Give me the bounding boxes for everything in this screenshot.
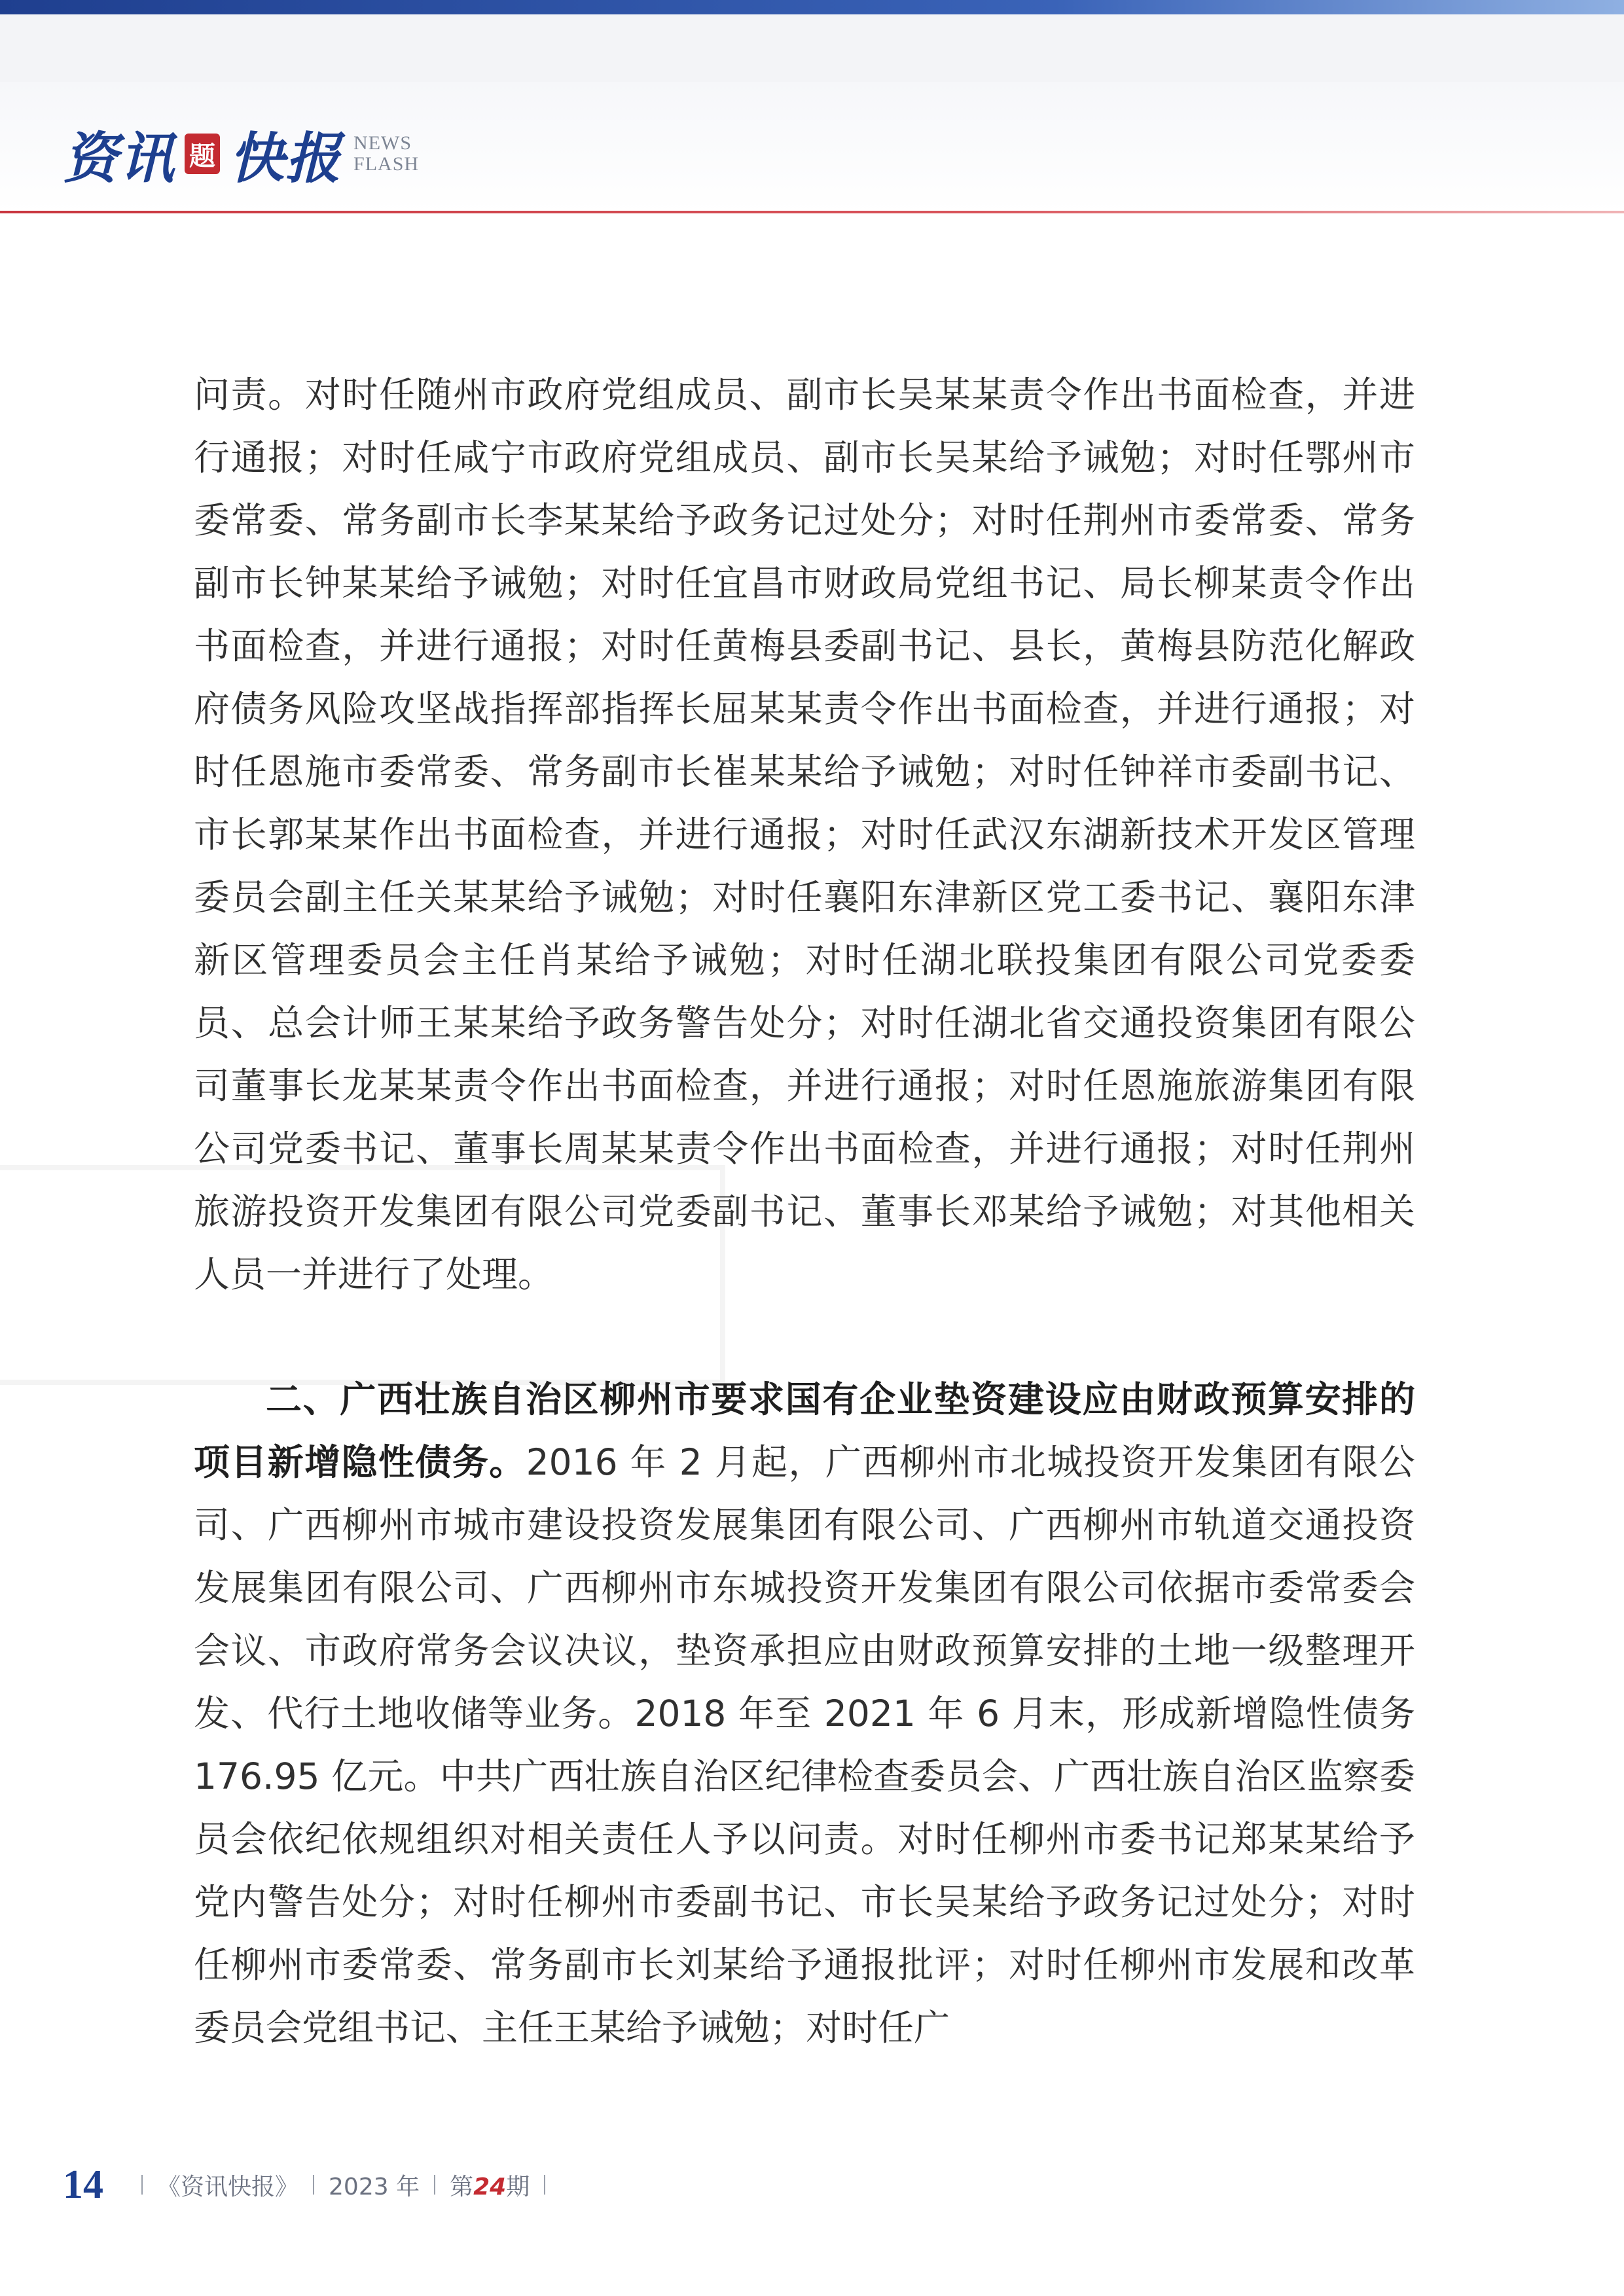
logo-english-line1: NEWS bbox=[353, 132, 412, 154]
page-footer bbox=[63, 2159, 560, 2211]
footer-divider bbox=[313, 2175, 314, 2195]
issue-prefix: 第 bbox=[450, 2173, 474, 2200]
footer-publication: 《资讯快报》 bbox=[157, 2173, 299, 2200]
paragraph-2 bbox=[194, 1368, 1415, 2059]
logo-title-right: 快报 bbox=[229, 125, 342, 190]
logo-english-line2: FLASH bbox=[353, 153, 420, 175]
footer-divider bbox=[141, 2175, 143, 2195]
paragraph-2-text: 2016 年 2 月起，广西柳州市北城投资开发集团有限公司、广西柳州市城市建设投资发展集团有限公司、广西柳州市轨道交通投资发展集团有限公司、广西柳州市东城投资开发集团有限公司依据市委常委会会议、市政府常务会议决议，垫资承担应由财政预算安排的土地一级整理开发、代行土地收储等业务。2018 年至 2021 年 6 月末，形成新增隐性债务 176.95 亿元。中共广西壮族自治区纪律检查委员会、广西壮族自治区监察委员会依纪依规组织对相关责任人予以问责。对时任柳州市委书记郑某某给予党内警告处分；对时任柳州市委副书记、市长吴某给予政务记过处分；对时任柳州市委常委、常务副市长刘某给予通报批评；对时任柳州市发展和改革委员会党组书记、主任王某给予诫勉；对时任广 bbox=[194, 1441, 1415, 2049]
paragraph-2-heading: 二、广西壮族自治区柳州市要求国有企业垫资建设应由财政预算安排的项目新增隐性债务。 bbox=[194, 1378, 1415, 1483]
page-number: 14 bbox=[63, 2162, 103, 2207]
issue-suffix: 期 bbox=[506, 2173, 530, 2200]
logo-seal-icon: 题 bbox=[185, 134, 220, 174]
issue-number: 24 bbox=[473, 2173, 507, 2200]
footer-divider bbox=[544, 2175, 545, 2195]
logo-title-left: 资讯 bbox=[63, 125, 176, 190]
top-color-band bbox=[0, 0, 1624, 82]
footer-issue bbox=[450, 2168, 530, 2202]
article-body bbox=[194, 363, 1415, 2059]
paragraph-1: 问责。对时任随州市政府党组成员、副市长吴某某责令作出书面检查，并进行通报；对时任咸宁市政府党组成员、副市长吴某给予诫勉；对时任鄂州市委常委、常务副市长李某某给予政务记过处分；对时任荆州市委常委、常务副市长钟某某给予诫勉；对时任宜昌市财政局党组书记、局长柳某责令作出书面检查，并进行通报；对时任黄梅县委副书记、县长，黄梅县防范化解政府债务风险攻坚战指挥部指挥长屈某某责令作出书面检查，并进行通报；对时任恩施市委常委、常务副市长崔某某给予诫勉；对时任钟祥市委副书记、市长郭某某作出书面检查，并进行通报；对时任武汉东湖新技术开发区管理委员会副主任关某某给予诫勉；对时任襄阳东津新区党工委书记、襄阳东津新区管理委员会主任肖某给予诫勉；对时任湖北联投集团有限公司党委委员、总会计师王某某给予政务警告处分；对时任湖北省交通投资集团有限公司董事长龙某某责令作出书面检查，并进行通报；对时任恩施旅游集团有限公司党委书记、董事长周某某责令作出书面检查，并进行通报；对时任荆州旅游投资开发集团有限公司党委副书记、董事长邓某给予诫勉；对其他相关人员一并进行了处理。 bbox=[194, 374, 1415, 1295]
footer-year: 2023 年 bbox=[329, 2173, 420, 2200]
publication-logo bbox=[63, 118, 419, 190]
logo-english bbox=[353, 133, 419, 175]
footer-divider bbox=[434, 2175, 435, 2195]
header-divider bbox=[0, 211, 1624, 213]
